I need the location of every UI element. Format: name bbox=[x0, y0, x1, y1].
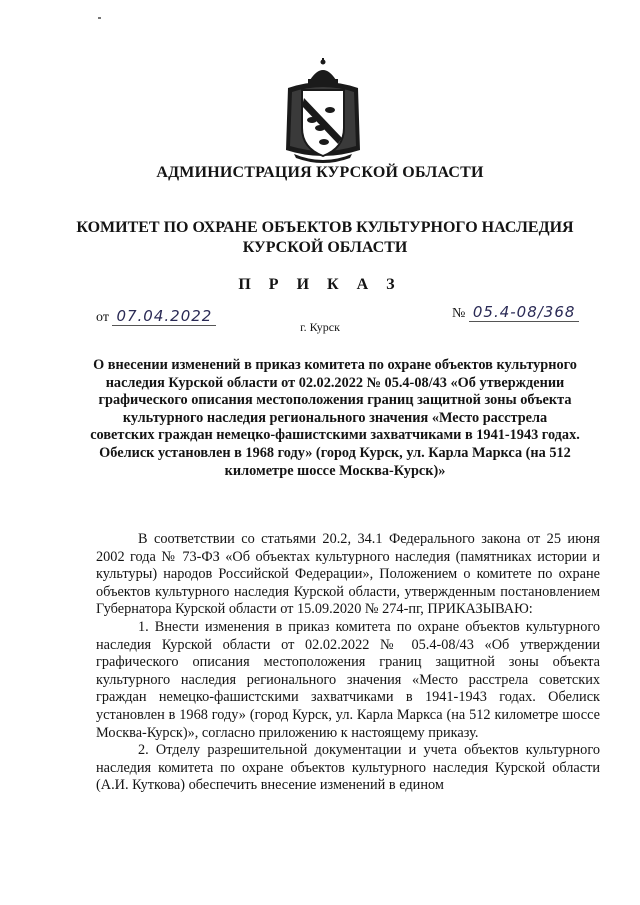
body-paragraph-item-2: 2. Отделу разрешительной документации и учета объектов культурного наследия комитета по охране объектов культурного наследия Курской области (А.И. Куткова) обеспечить внесение изменений в едином bbox=[96, 742, 600, 794]
scan-speck bbox=[98, 17, 101, 19]
city-label: г. Курск bbox=[300, 320, 340, 334]
coat-of-arms-emblem bbox=[280, 58, 366, 164]
body-paragraph-item-1: 1. Внести изменения в приказ комитета по охране объектов культурного наследия Курской области от 02.02.2022 № 05.4-08/43 «Об утверждении графического описания местоположения границ защитной зоны объекта культурного наследия регионального значения «Место расстрела советских граждан немецко-фашистскими захватчиками в 1941-1943 годах. Обелиск установлен в 1968 году» (город Курск, ул. Карла Маркса (на 512 километре шоссе Москва-Курск)», согласно приложению к настоящему приказу. bbox=[96, 618, 600, 741]
order-body bbox=[96, 531, 600, 795]
number-prefix: № bbox=[452, 306, 466, 321]
order-number: 05.4-08/368 bbox=[469, 303, 580, 322]
date-prefix: от bbox=[96, 310, 109, 325]
committee-heading: КОМИТЕТ ПО ОХРАНЕ ОБЪЕКТОВ КУЛЬТУРНОГО НАСЛЕДИЯ КУРСКОЙ ОБЛАСТИ bbox=[76, 219, 574, 256]
body-paragraph-preamble: В соответствии со статьями 20.2, 34.1 Федерального закона от 25 июня 2002 года № 73-ФЗ «Об объектах культурного наследия (памятниках истории и культуры) народов Российской Федерации», Положением о комитете по охране объектов культурного наследия Курской области, утвержденным постановлением Губернатора Курской области от 15.09.2020 № 274-пг, ПРИКАЗЫВАЮ: bbox=[96, 531, 600, 618]
order-date: 07.04.2022 bbox=[112, 307, 216, 326]
order-title: О внесении изменений в приказ комитета по охране объектов культурного наследия Курской области от 02.02.2022 № 05.4-08/43 «Об утверждении графического описания местоположения границ защитной зоны объекта культурного наследия регионального значения «Место расстрела советских граждан немецко-фашистскими захватчиками в 1941-1943 годах. Обелиск установлен в 1968 году» (город Курск, ул. Карла Маркса (на 512 километре шоссе Москва-Курск)» bbox=[90, 357, 580, 479]
administration-heading: АДМИНИСТРАЦИЯ КУРСКОЙ ОБЛАСТИ bbox=[156, 164, 484, 181]
document-type-heading: П Р И К А З bbox=[238, 276, 402, 293]
